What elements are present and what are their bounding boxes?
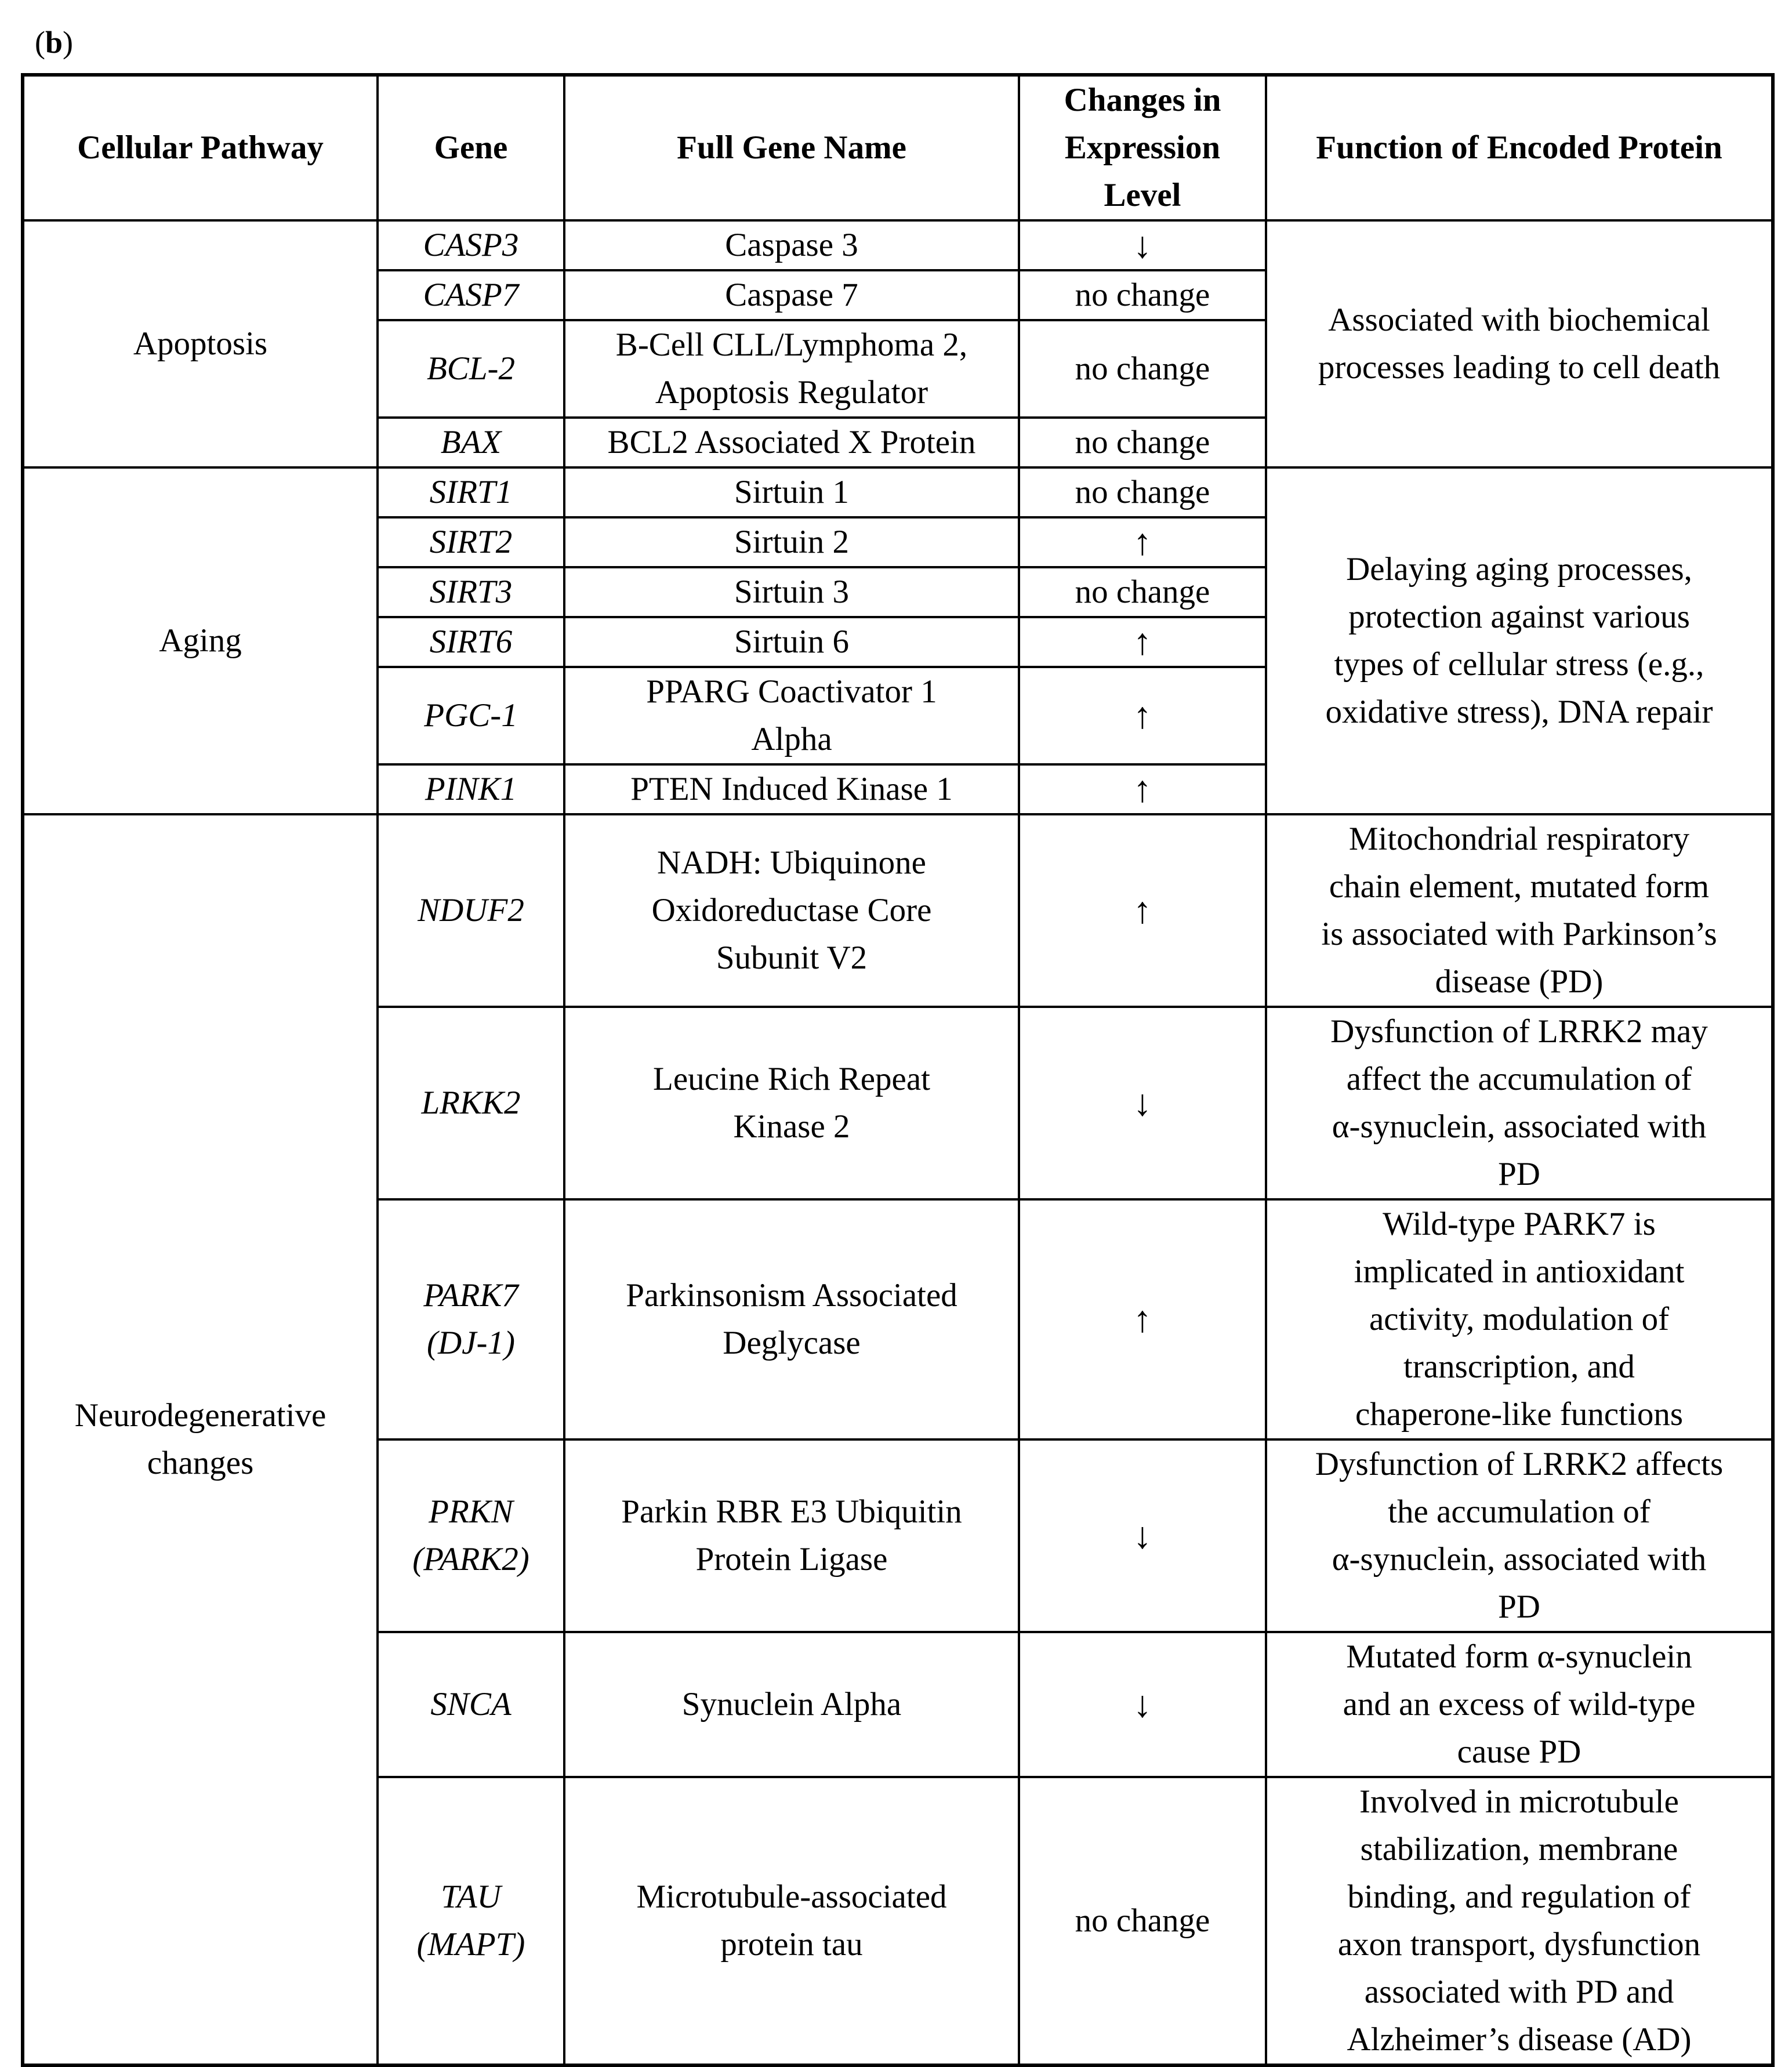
- gene-cell: BCL-2: [378, 320, 564, 418]
- header-function: Function of Encoded Protein: [1266, 75, 1773, 220]
- gene-cell: SIRT2: [378, 517, 564, 567]
- header-row: [23, 75, 1773, 220]
- gene-cell: PARK7 (DJ-1): [378, 1199, 564, 1439]
- change-cell: ↓: [1019, 1439, 1266, 1632]
- full-name-cell: PTEN Induced Kinase 1: [564, 764, 1019, 814]
- pathway-neurodegenerative: Neurodegenerative changes: [23, 814, 378, 2065]
- full-name-cell: Sirtuin 6: [564, 617, 1019, 667]
- header-pathway: Cellular Pathway: [23, 75, 378, 220]
- change-cell: ↑: [1019, 814, 1266, 1007]
- gene-cell: PRKN (PARK2): [378, 1439, 564, 1632]
- gene-cell: NDUF2: [378, 814, 564, 1007]
- change-cell: ↓: [1019, 1632, 1266, 1777]
- full-name-cell: Microtubule-associated protein tau: [564, 1777, 1019, 2065]
- full-name-cell: Sirtuin 1: [564, 467, 1019, 517]
- function-cell: Involved in microtubule stabilization, membrane binding, and regulation of axon transport, dysfunction associated with PD and Alzheimer’s disease (AD): [1266, 1777, 1773, 2065]
- change-cell: ↑: [1019, 667, 1266, 764]
- gene-cell: SNCA: [378, 1632, 564, 1777]
- change-cell: no change: [1019, 1777, 1266, 2065]
- header-gene: Gene: [378, 75, 564, 220]
- change-cell: no change: [1019, 418, 1266, 467]
- gene-cell: SIRT3: [378, 567, 564, 617]
- change-cell: ↑: [1019, 517, 1266, 567]
- panel-letter: b: [45, 25, 63, 60]
- change-cell: no change: [1019, 567, 1266, 617]
- change-cell: ↑: [1019, 764, 1266, 814]
- change-cell: no change: [1019, 270, 1266, 320]
- pathway-aging: Aging: [23, 467, 378, 814]
- gene-cell: CASP7: [378, 270, 564, 320]
- header-change: Changes in Expression Level: [1019, 75, 1266, 220]
- full-name-cell: BCL2 Associated X Protein: [564, 418, 1019, 467]
- gene-expression-table: [21, 73, 1775, 2067]
- full-name-cell: NADH: Ubiquinone Oxidoreductase Core Subunit V2: [564, 814, 1019, 1007]
- gene-cell: CASP3: [378, 220, 564, 270]
- gene-cell: BAX: [378, 418, 564, 467]
- gene-cell: SIRT1: [378, 467, 564, 517]
- table-row: [23, 814, 1773, 1007]
- function-cell: Dysfunction of LRRK2 affects the accumulation of α-synuclein, associated with PD: [1266, 1439, 1773, 1632]
- header-full-name: Full Gene Name: [564, 75, 1019, 220]
- full-name-cell: Sirtuin 3: [564, 567, 1019, 617]
- change-cell: ↓: [1019, 220, 1266, 270]
- function-cell: Wild-type PARK7 is implicated in antioxidant activity, modulation of transcription, and chaperone-like functions: [1266, 1199, 1773, 1439]
- panel-label: (b): [35, 25, 74, 60]
- function-cell: Dysfunction of LRRK2 may affect the accumulation of α-synuclein, associated with PD: [1266, 1007, 1773, 1199]
- function-cell: Mutated form α-synuclein and an excess of wild-type cause PD: [1266, 1632, 1773, 1777]
- gene-cell: TAU (MAPT): [378, 1777, 564, 2065]
- full-name-cell: B-Cell CLL/Lymphoma 2, Apoptosis Regulator: [564, 320, 1019, 418]
- full-name-cell: PPARG Coactivator 1 Alpha: [564, 667, 1019, 764]
- gene-cell: SIRT6: [378, 617, 564, 667]
- function-cell: Mitochondrial respiratory chain element, mutated form is associated with Parkinson’s disease (PD): [1266, 814, 1773, 1007]
- full-name-cell: Parkinsonism Associated Deglycase: [564, 1199, 1019, 1439]
- change-cell: ↓: [1019, 1007, 1266, 1199]
- change-cell: ↑: [1019, 617, 1266, 667]
- function-apoptosis: Associated with biochemical processes leading to cell death: [1266, 220, 1773, 467]
- pathway-apoptosis: Apoptosis: [23, 220, 378, 467]
- full-name-cell: Caspase 3: [564, 220, 1019, 270]
- full-name-cell: Sirtuin 2: [564, 517, 1019, 567]
- full-name-cell: Leucine Rich Repeat Kinase 2: [564, 1007, 1019, 1199]
- gene-cell: LRKK2: [378, 1007, 564, 1199]
- full-name-cell: Synuclein Alpha: [564, 1632, 1019, 1777]
- gene-cell: PGC-1: [378, 667, 564, 764]
- function-aging: Delaying aging processes, protection against various types of cellular stress (e.g., oxidative stress), DNA repair: [1266, 467, 1773, 814]
- change-cell: no change: [1019, 467, 1266, 517]
- change-cell: no change: [1019, 320, 1266, 418]
- full-name-cell: Parkin RBR E3 Ubiquitin Protein Ligase: [564, 1439, 1019, 1632]
- table-row: [23, 467, 1773, 517]
- table-row: [23, 220, 1773, 270]
- change-cell: ↑: [1019, 1199, 1266, 1439]
- full-name-cell: Caspase 7: [564, 270, 1019, 320]
- gene-cell: PINK1: [378, 764, 564, 814]
